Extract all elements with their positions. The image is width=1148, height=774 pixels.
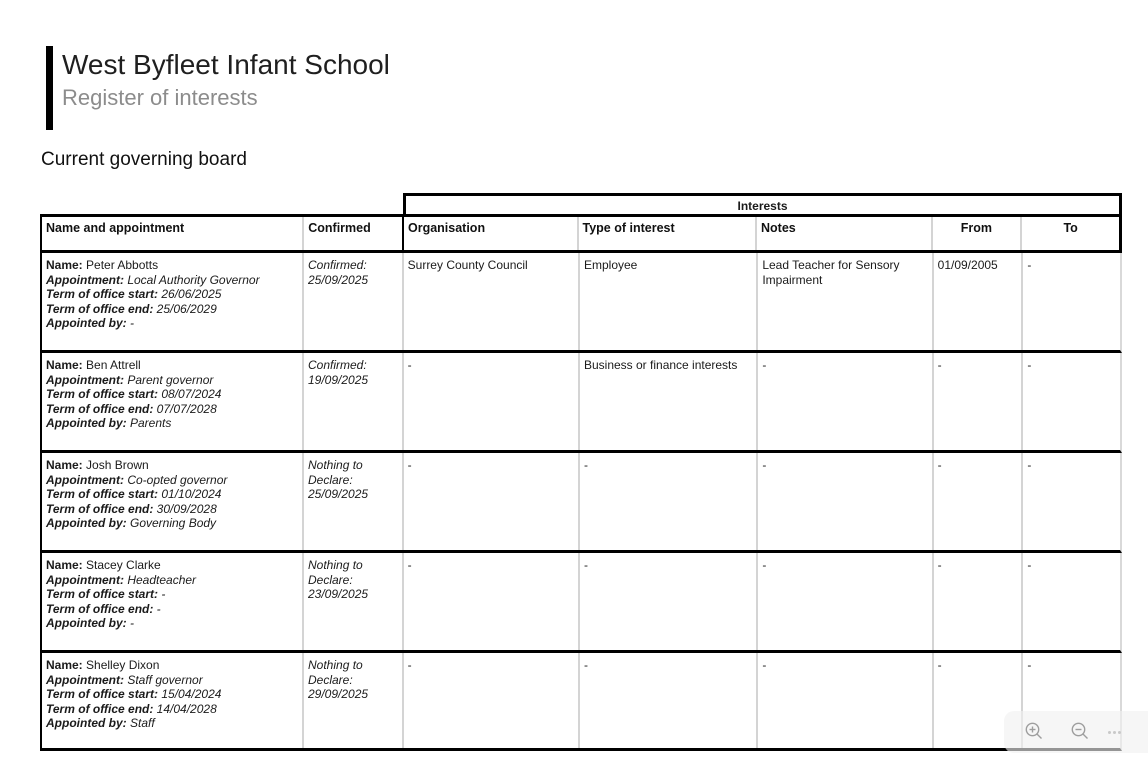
line-appointment-label: Appointment: [46,372,124,387]
status-label: Nothing to Declare: [308,458,363,487]
line-name [46,558,298,573]
line-term-end-label: Term of office end: [46,601,154,616]
line-term-start [46,387,298,402]
cell-name-appointment [42,253,304,350]
cell-confirmed [304,253,404,350]
line-name-value: Stacey Clarke [82,558,161,572]
cell-from: 01/09/2005 [934,253,1024,350]
line-appointed-by-label: Appointed by: [46,416,127,431]
cell-type-of-interest: Business or finance interests [580,353,758,450]
page-title: West Byfleet Infant School [62,49,390,80]
line-term-start-label: Term of office start: [46,287,159,302]
viewer-toolbar [1004,711,1148,753]
cell-to: - [1027,458,1032,472]
line-appointment-label: Appointment: [46,572,124,587]
cell-notes: - [758,353,933,450]
line-name-value: Josh Brown [82,458,149,472]
line-name-value: Ben Attrell [82,358,141,372]
cell-from: - [934,353,1024,450]
cell-organisation: - [404,653,580,748]
line-appointed-by-label: Appointed by: [46,616,127,631]
cell-from: - [934,453,1024,550]
line-term-start-value: 08/07/2024 [158,387,222,402]
line-term-end-value: 14/04/2028 [153,701,217,716]
magnifier-plus-icon [1024,721,1044,744]
cell-confirmed [304,353,404,450]
line-name-label: Name: [46,458,83,472]
line-appointed-by-value: Staff [126,716,155,731]
line-appointed-by [46,516,298,531]
header-confirmed: Confirmed [304,217,404,250]
line-appointment [46,673,298,688]
cell-to: - [1027,258,1032,272]
line-term-end [46,302,298,317]
line-term-end-label: Term of office end: [46,301,154,316]
cell-name-appointment [42,553,304,650]
line-appointment-value: Local Authority Governor [123,272,260,287]
spanner-spacer [40,193,403,214]
line-appointment-label: Appointment: [46,672,124,687]
line-term-start [46,587,298,602]
line-name-label: Name: [46,358,83,372]
line-name-value: Peter Abbotts [82,258,159,272]
interests-spanner-row [40,193,1122,214]
line-name [46,458,298,473]
line-term-start-value: 26/06/2025 [158,287,222,302]
cell-confirmed [304,453,404,550]
table-row [40,353,1122,453]
table-header-row [40,214,1122,253]
cell-organisation: Surrey County Council [404,253,580,350]
line-appointment [46,473,298,488]
table-row [40,653,1122,751]
line-term-start-label: Term of office start: [46,387,159,402]
line-appointed-by-label: Appointed by: [46,716,127,731]
line-appointment-value: Co-opted governor [123,472,228,487]
document-masthead [46,46,390,130]
line-term-end-label: Term of office end: [46,501,154,516]
line-appointed-by [46,716,298,731]
magnifier-minus-icon [1070,721,1090,744]
line-appointment [46,573,298,588]
line-term-start-value: - [158,587,166,602]
zoom-out-button[interactable] [1068,720,1092,744]
header-type-of-interest: Type of interest [579,217,758,250]
line-appointment-value: Headteacher [123,572,197,587]
status-label: Nothing to Declare: [308,558,363,587]
cell-to: - [1027,558,1032,572]
line-term-end-label: Term of office end: [46,701,154,716]
line-appointment [46,273,298,288]
line-appointment-label: Appointment: [46,272,124,287]
line-appointed-by [46,416,298,431]
line-appointed-by [46,316,298,331]
line-appointment [46,373,298,388]
line-name-label: Name: [46,658,83,672]
status-label: Confirmed: [308,258,367,272]
line-term-start [46,287,298,302]
cell-notes: - [758,653,933,748]
status-date: 25/09/2025 [308,487,369,502]
cell-to: - [1027,358,1032,372]
line-term-start [46,487,298,502]
status-label: Nothing to Declare: [308,658,363,687]
cell-type-of-interest: - [580,553,758,650]
cell-notes: Lead Teacher for Sensory Impairment [758,253,933,350]
governing-board-table [40,193,1122,751]
line-term-start-value: 15/04/2024 [158,687,222,702]
line-term-end [46,402,298,417]
status-label: Confirmed: [308,358,367,372]
line-appointed-by-label: Appointed by: [46,316,127,331]
line-name-label: Name: [46,258,83,272]
line-term-end [46,602,298,617]
cell-type-of-interest: - [580,453,758,550]
line-appointed-by [46,616,298,631]
header-organisation: Organisation [402,217,579,250]
line-appointment-value: Parent governor [123,372,214,387]
line-term-end-label: Term of office end: [46,401,154,416]
line-term-start-label: Term of office start: [46,487,159,502]
line-appointed-by-value: - [126,316,134,331]
cell-from: - [934,653,1024,748]
status-date: 25/09/2025 [308,272,369,287]
line-appointment-value: Staff governor [123,672,203,687]
table-row [40,253,1122,353]
header-from: From [933,217,1023,250]
line-term-end [46,702,298,717]
line-term-start-value: 01/10/2024 [158,487,222,502]
line-term-end-value: - [153,601,161,616]
cell-notes: - [758,553,933,650]
cell-type-of-interest: - [580,653,758,748]
cell-name-appointment [42,653,304,748]
cell-name-appointment [42,353,304,450]
section-title: Current governing board [41,149,247,170]
line-name-value: Shelley Dixon [82,658,160,672]
cell-organisation: - [404,453,580,550]
line-term-start [46,687,298,702]
line-name-label: Name: [46,558,83,572]
cell-confirmed [304,553,404,650]
cell-from: - [934,553,1024,650]
status-date: 23/09/2025 [308,587,369,602]
line-term-end-value: 30/09/2028 [153,501,217,516]
cell-organisation: - [404,353,580,450]
line-term-start-label: Term of office start: [46,587,159,602]
line-term-end-value: 25/06/2029 [153,301,217,316]
header-notes: Notes [757,217,933,250]
cell-confirmed [304,653,404,748]
header-to: To [1063,221,1078,235]
cell-notes: - [758,453,933,550]
cell-type-of-interest: Employee [580,253,758,350]
line-term-end [46,502,298,517]
table-row [40,453,1122,553]
zoom-in-button[interactable] [1022,720,1046,744]
interests-group-header: Interests [403,193,1122,214]
status-date: 19/09/2025 [308,372,369,387]
table-body [40,253,1122,751]
line-appointment-label: Appointment: [46,472,124,487]
cell-organisation: - [404,553,580,650]
header-name-appointment: Name and appointment [42,217,304,250]
more-options-icon[interactable] [1108,731,1121,734]
line-term-end-value: 07/07/2028 [153,401,217,416]
line-appointed-by-value: Parents [126,416,172,431]
page-subtitle: Register of interests [62,84,258,110]
line-appointed-by-label: Appointed by: [46,516,127,531]
status-date: 29/09/2025 [308,687,369,702]
line-name [46,358,298,373]
line-term-start-label: Term of office start: [46,687,159,702]
line-appointed-by-value: Governing Body [126,516,217,531]
line-appointed-by-value: - [126,616,134,631]
cell-to: - [1027,658,1032,672]
cell-name-appointment [42,453,304,550]
line-name [46,258,298,273]
line-name [46,658,298,673]
table-row [40,553,1122,653]
